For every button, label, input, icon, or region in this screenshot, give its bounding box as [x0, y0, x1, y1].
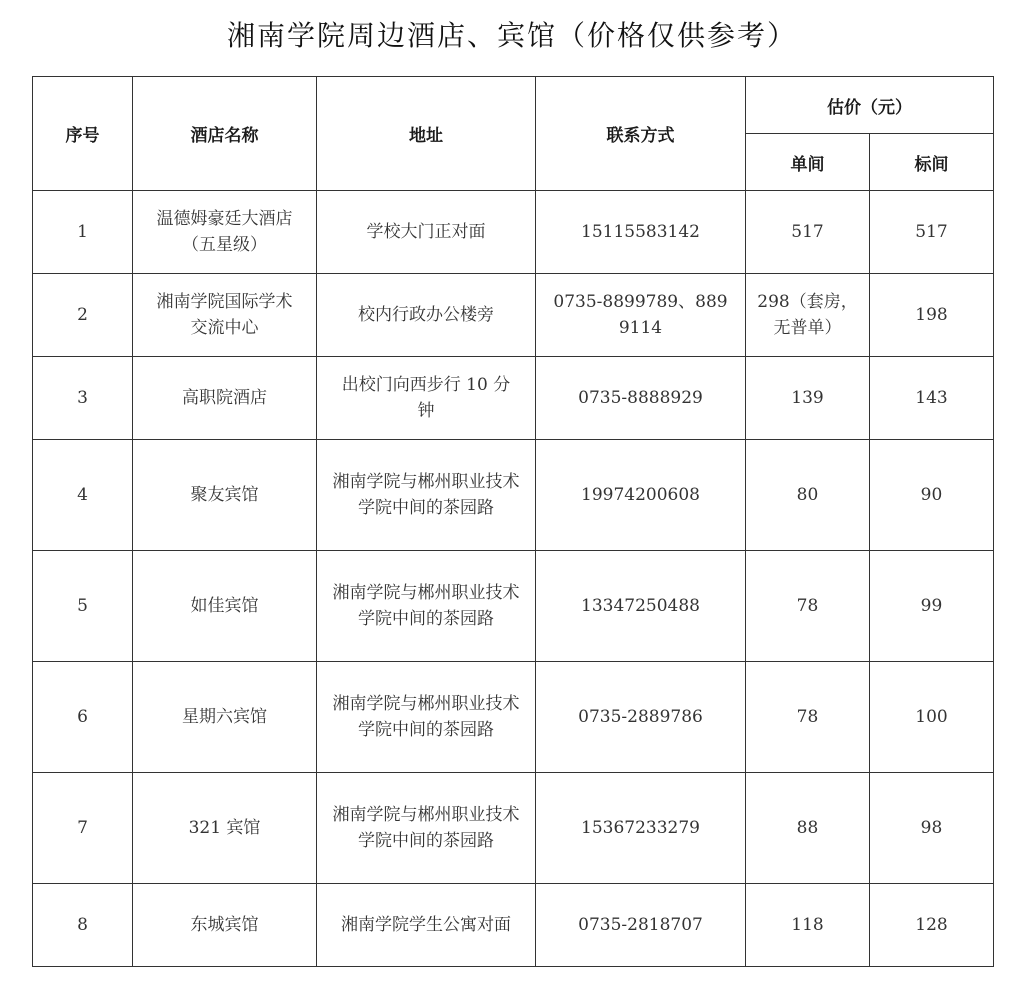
- page-title: 湘南学院周边酒店、宾馆（价格仅供参考）: [226, 19, 797, 52]
- cell-contact: 13347250488: [536, 551, 746, 662]
- table-row: [33, 662, 994, 773]
- hotel-table: [32, 76, 994, 967]
- cell-standard: 90: [870, 440, 994, 551]
- cell-index: 6: [33, 662, 133, 773]
- cell-index: 2: [33, 274, 133, 357]
- contact-text: 0735-8899789、8899114: [553, 292, 728, 338]
- cell-address: 学校大门正对面: [317, 191, 536, 274]
- cell-name: 东城宾馆: [133, 884, 317, 967]
- cell-name: 高职院酒店: [133, 357, 317, 440]
- cell-index: 1: [33, 191, 133, 274]
- cell-contact: 0735-8888929: [536, 357, 746, 440]
- cell-standard: 98: [870, 773, 994, 884]
- cell-contact: 15115583142: [536, 191, 746, 274]
- header-price-group: 估价（元）: [746, 77, 994, 134]
- cell-name: 如佳宾馆: [133, 551, 317, 662]
- table-row: [33, 773, 994, 884]
- address-text: 湘南学院与郴州职业技术学院中间的茶园路: [332, 583, 520, 629]
- cell-contact: 19974200608: [536, 440, 746, 551]
- cell-single: 139: [746, 357, 870, 440]
- cell-single: [746, 274, 870, 357]
- cell-contact: [536, 274, 746, 357]
- address-text: 出校门向西步行 10 分钟: [341, 375, 511, 421]
- cell-index: 3: [33, 357, 133, 440]
- table-row: [33, 551, 994, 662]
- cell-single: 78: [746, 662, 870, 773]
- cell-standard: 198: [870, 274, 994, 357]
- table-body: [33, 191, 994, 967]
- cell-name: 聚友宾馆: [133, 440, 317, 551]
- cell-single: 517: [746, 191, 870, 274]
- table-row: [33, 191, 994, 274]
- cell-address: [317, 440, 536, 551]
- cell-standard: 128: [870, 884, 994, 967]
- cell-standard: 99: [870, 551, 994, 662]
- cell-single: 118: [746, 884, 870, 967]
- table-row: [33, 274, 994, 357]
- address-text: 湘南学院与郴州职业技术学院中间的茶园路: [332, 805, 520, 851]
- header-single: 单间: [746, 134, 870, 191]
- cell-contact: 0735-2818707: [536, 884, 746, 967]
- header-standard: 标间: [870, 134, 994, 191]
- cell-name: 星期六宾馆: [133, 662, 317, 773]
- cell-standard: 517: [870, 191, 994, 274]
- address-text: 湘南学院学生公寓对面: [341, 915, 511, 935]
- cell-contact: 0735-2889786: [536, 662, 746, 773]
- table-row: [33, 357, 994, 440]
- address-text: 湘南学院与郴州职业技术学院中间的茶园路: [332, 472, 520, 518]
- cell-single: 80: [746, 440, 870, 551]
- cell-single: 88: [746, 773, 870, 884]
- cell-address: [317, 884, 536, 967]
- cell-contact: 15367233279: [536, 773, 746, 884]
- header-index: 序号: [33, 77, 133, 191]
- cell-address: 校内行政办公楼旁: [317, 274, 536, 357]
- cell-index: 8: [33, 884, 133, 967]
- cell-index: 4: [33, 440, 133, 551]
- cell-address: [317, 662, 536, 773]
- hotel-name: 湘南学院国际学术交流中心: [156, 292, 293, 338]
- header-row: [33, 77, 994, 134]
- cell-address: [317, 773, 536, 884]
- table-row: [33, 884, 994, 967]
- hotel-name: 温德姆豪廷大酒店（五星级）: [156, 209, 293, 255]
- cell-standard: 100: [870, 662, 994, 773]
- cell-name: [133, 274, 317, 357]
- cell-index: 5: [33, 551, 133, 662]
- cell-name: [133, 191, 317, 274]
- cell-name: 321 宾馆: [133, 773, 317, 884]
- header-address: 地址: [317, 77, 536, 191]
- table-row: [33, 440, 994, 551]
- header-contact: 联系方式: [536, 77, 746, 191]
- cell-index: 7: [33, 773, 133, 884]
- cell-single: 78: [746, 551, 870, 662]
- cell-address: [317, 551, 536, 662]
- address-text: 湘南学院与郴州职业技术学院中间的茶园路: [332, 694, 520, 740]
- header-name: 酒店名称: [133, 77, 317, 191]
- cell-address: [317, 357, 536, 440]
- cell-standard: 143: [870, 357, 994, 440]
- single-price-text: 298（套房，无普单）: [757, 292, 858, 338]
- table-header: [33, 77, 994, 191]
